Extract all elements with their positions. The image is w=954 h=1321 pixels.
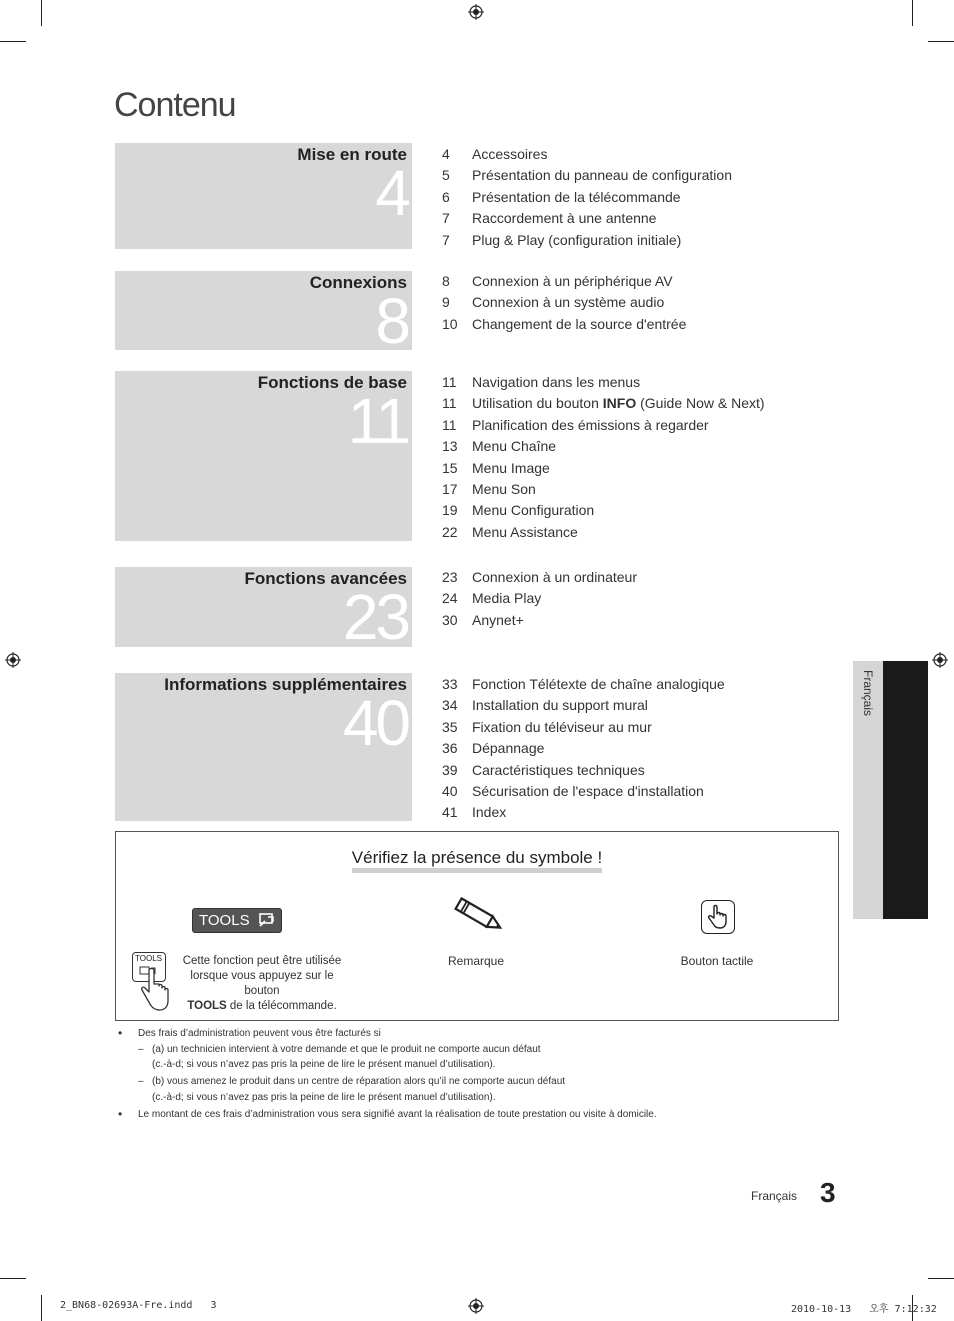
section-number: 11 — [347, 385, 408, 457]
note-bullet: • Le montant de ces frais d’administration vous sera signifié avant la réalisation de toute prestation ou visite à domicile. — [118, 1107, 858, 1123]
note-subitem-continuation: (c.-à-d; si vous n’avez pas pris la peine de lire le présent manuel d’utilisation). — [152, 1059, 496, 1070]
toc-entry-text: Changement de la source d'entrée — [472, 315, 687, 332]
toc-list-fonctions-avancees — [442, 567, 637, 631]
toc-list-connexions — [442, 271, 686, 335]
toc-entry[interactable] — [442, 165, 732, 186]
toc-entry-text: Planification des émissions à regarder — [472, 416, 709, 433]
toc-page-number: 7 — [442, 210, 450, 227]
section-box-connexions — [115, 271, 412, 357]
tools-description — [172, 954, 352, 1014]
toc-entry[interactable] — [442, 500, 765, 521]
toc-entry[interactable] — [442, 610, 637, 631]
toc-page-number: 8 — [442, 273, 450, 289]
toc-entry[interactable] — [442, 436, 765, 457]
toc-entry-text: Menu Assistance — [472, 523, 578, 540]
tools-bold-label: TOOLS — [187, 1000, 227, 1012]
crop-mark — [928, 41, 954, 42]
toc-page-number: 9 — [442, 294, 450, 311]
toc-entry[interactable] — [442, 760, 725, 781]
toc-page-number: 39 — [442, 761, 458, 778]
symbols-title-text: Vérifiez la présence du symbole ! — [352, 848, 602, 873]
toc-entry-text: Accessoires — [472, 146, 548, 162]
toc-entry[interactable] — [442, 802, 725, 823]
toc-entry-text: Menu Chaîne — [472, 438, 557, 455]
toc-page-number: 4 — [442, 146, 450, 162]
note-label: Remarque — [447, 954, 505, 968]
toc-entry-text: Plug & Play (configuration initiale) — [472, 231, 682, 248]
toc-page-number: 40 — [442, 782, 458, 799]
notes-block — [118, 1026, 858, 1122]
language-tab — [851, 670, 881, 750]
finger-touch-icon — [707, 904, 729, 930]
toc-entry[interactable] — [442, 187, 732, 208]
toc-page-number: 6 — [442, 188, 450, 205]
toc-entry-text: Raccordement à une antenne — [472, 210, 657, 227]
toc-entry-text: Connexion à un ordinateur — [472, 569, 638, 585]
toc-page-number: 11 — [442, 395, 457, 412]
section-name: Informations supplémentaires — [164, 675, 407, 694]
toc-entry[interactable] — [442, 738, 725, 759]
section-box-mise-en-route — [115, 143, 412, 249]
note-subitem: – (b) vous amenez le produit dans un centre de réparation alors qu’il ne comporte aucun défaut — [118, 1074, 858, 1090]
touch-button-label: Bouton tactile — [680, 954, 754, 968]
crop-mark — [912, 0, 913, 26]
section-name: Fonctions de base — [257, 373, 407, 392]
toc-list-mise-en-route — [442, 144, 732, 251]
toc-entry-text: Présentation du panneau de configuration — [472, 167, 732, 184]
toc-entry[interactable] — [442, 695, 725, 716]
toc-page-number: 11 — [442, 374, 457, 390]
remote-tools-illustration — [130, 950, 172, 1012]
tools-description-line: lorsque vous appuyez sur le bouton — [190, 970, 334, 997]
remote-tools-label: TOOLS — [135, 954, 162, 963]
registration-mark-icon — [932, 652, 948, 668]
toc-entry[interactable] — [442, 522, 765, 543]
language-tab-label: Français — [861, 670, 875, 717]
slug-file-name: 2_BN68-02693A-Fre.indd 3 — [60, 1300, 217, 1311]
toc-entry[interactable] — [442, 208, 732, 229]
toc-page-number: 41 — [442, 804, 458, 821]
toc-entry-text: Anynet+ — [472, 611, 524, 628]
toc-entry-text: Utilisation du bouton — [472, 395, 603, 412]
crop-mark — [41, 0, 42, 26]
toc-entry[interactable] — [442, 415, 765, 436]
toc-entry[interactable] — [442, 567, 637, 588]
toc-page-number: 5 — [442, 167, 450, 184]
toc-entry-text: Navigation dans les menus — [472, 374, 641, 390]
crop-mark — [0, 41, 26, 42]
tools-description-line — [172, 999, 352, 1014]
registration-mark-icon — [468, 1298, 484, 1314]
info-button-label: INFO — [602, 395, 637, 412]
section-number: 40 — [342, 687, 408, 759]
toc-page-number: 10 — [442, 315, 458, 332]
toc-entry-text: Fonction Télétexte de chaîne analogique — [472, 676, 725, 692]
toc-entry-text: Connexion à un système audio — [472, 294, 665, 311]
toc-page-number: 17 — [442, 480, 458, 497]
toc-entry-text: Menu Son — [472, 480, 536, 497]
toc-page-number: 19 — [442, 502, 458, 519]
note-subitem-continuation: (c.-à-d; si vous n’avez pas pris la peine de lire le présent manuel d’utilisation). — [152, 1091, 496, 1103]
symbols-box — [115, 831, 839, 1021]
page-title: Contenu — [114, 86, 236, 124]
footer-page-number: 3 — [820, 1177, 836, 1208]
tools-badge — [192, 908, 282, 933]
hand-pointer-icon — [140, 968, 170, 1012]
toc-entry-text: Dépannage — [472, 740, 545, 757]
note-bullet: • Des frais d’administration peuvent vous être facturés si — [118, 1026, 858, 1042]
toc-page-number: 33 — [442, 676, 458, 692]
toc-page-number: 35 — [442, 718, 458, 735]
note-subitem: – (a) un technicien intervient à votre demande et que le produit ne comporte aucun défaut — [118, 1042, 858, 1058]
toc-entry[interactable] — [442, 717, 725, 738]
toc-page-number: 11 — [442, 416, 457, 433]
toc-entry[interactable] — [442, 271, 686, 292]
toc-entry[interactable] — [442, 144, 732, 165]
section-box-fonctions-de-base — [115, 371, 412, 541]
tools-description-text: de la télécommande. — [226, 1000, 337, 1012]
toc-page-number: 23 — [442, 569, 458, 585]
toc-entry-text: Connexion à un périphérique AV — [472, 273, 673, 289]
toc-page-number: 22 — [442, 523, 458, 540]
toc-page-number: 7 — [442, 231, 450, 248]
crop-mark — [41, 1295, 42, 1321]
toc-entry-text: (Guide Now & Next) — [636, 395, 765, 412]
toc-page-number: 36 — [442, 740, 458, 757]
toc-entry[interactable] — [442, 292, 686, 313]
toc-entry-text: Index — [472, 804, 507, 821]
section-name: Connexions — [309, 273, 407, 292]
crop-mark — [0, 1278, 26, 1279]
section-number: 4 — [375, 157, 408, 229]
footer-language: Français — [751, 1189, 798, 1203]
toc-entry[interactable] — [442, 479, 765, 500]
toc-page-number: 34 — [442, 697, 458, 714]
toc-page-number: 24 — [442, 590, 458, 607]
toc-page-number: 30 — [442, 611, 458, 628]
toc-page-number: 15 — [442, 459, 458, 476]
toc-entry[interactable] — [442, 314, 686, 335]
touch-button-symbol — [701, 900, 735, 934]
section-name: Mise en route — [297, 145, 407, 164]
pencil-icon — [449, 894, 507, 938]
toc-entry[interactable] — [442, 230, 732, 251]
language-tab-marker — [883, 661, 928, 919]
toc-entry-text: Menu Image — [472, 459, 550, 476]
toc-entry[interactable] — [442, 458, 765, 479]
toc-entry-text: Menu Configuration — [472, 502, 595, 519]
slug-timestamp: 2010-10-13 오후 7:12:32 — [791, 1304, 937, 1315]
toc-entry-text: Installation du support mural — [472, 697, 648, 714]
tools-badge-label: TOOLS — [199, 912, 250, 929]
section-box-informations-supplementaires — [115, 673, 412, 821]
toc-entry[interactable] — [442, 781, 725, 802]
toc-entry-text: Fixation du téléviseur au mur — [472, 718, 652, 735]
tools-description-line: Cette fonction peut être utilisée — [182, 955, 342, 967]
crop-mark — [928, 1278, 954, 1279]
section-number: 23 — [342, 581, 408, 653]
toc-list-informations-supplementaires — [442, 674, 725, 824]
toc-entry[interactable] — [442, 588, 637, 609]
section-box-fonctions-avancees — [115, 567, 412, 653]
toc-entry[interactable] — [442, 393, 765, 414]
toc-entry-text: Media Play — [472, 590, 542, 607]
toc-list-fonctions-de-base — [442, 372, 765, 543]
toc-entry-text: Sécurisation de l'espace d'installation — [472, 782, 704, 799]
registration-mark-icon — [468, 4, 484, 20]
tools-icon — [258, 912, 276, 929]
toc-page-number: 13 — [442, 438, 458, 455]
section-name: Fonctions avancées — [244, 569, 407, 588]
toc-entry[interactable] — [442, 674, 725, 695]
toc-entry-text: Caractéristiques techniques — [472, 761, 645, 778]
toc-entry-text: Présentation de la télécommande — [472, 188, 681, 205]
registration-mark-icon — [5, 652, 21, 668]
section-number: 8 — [375, 285, 408, 357]
symbols-title — [116, 848, 838, 873]
toc-entry[interactable] — [442, 372, 765, 393]
